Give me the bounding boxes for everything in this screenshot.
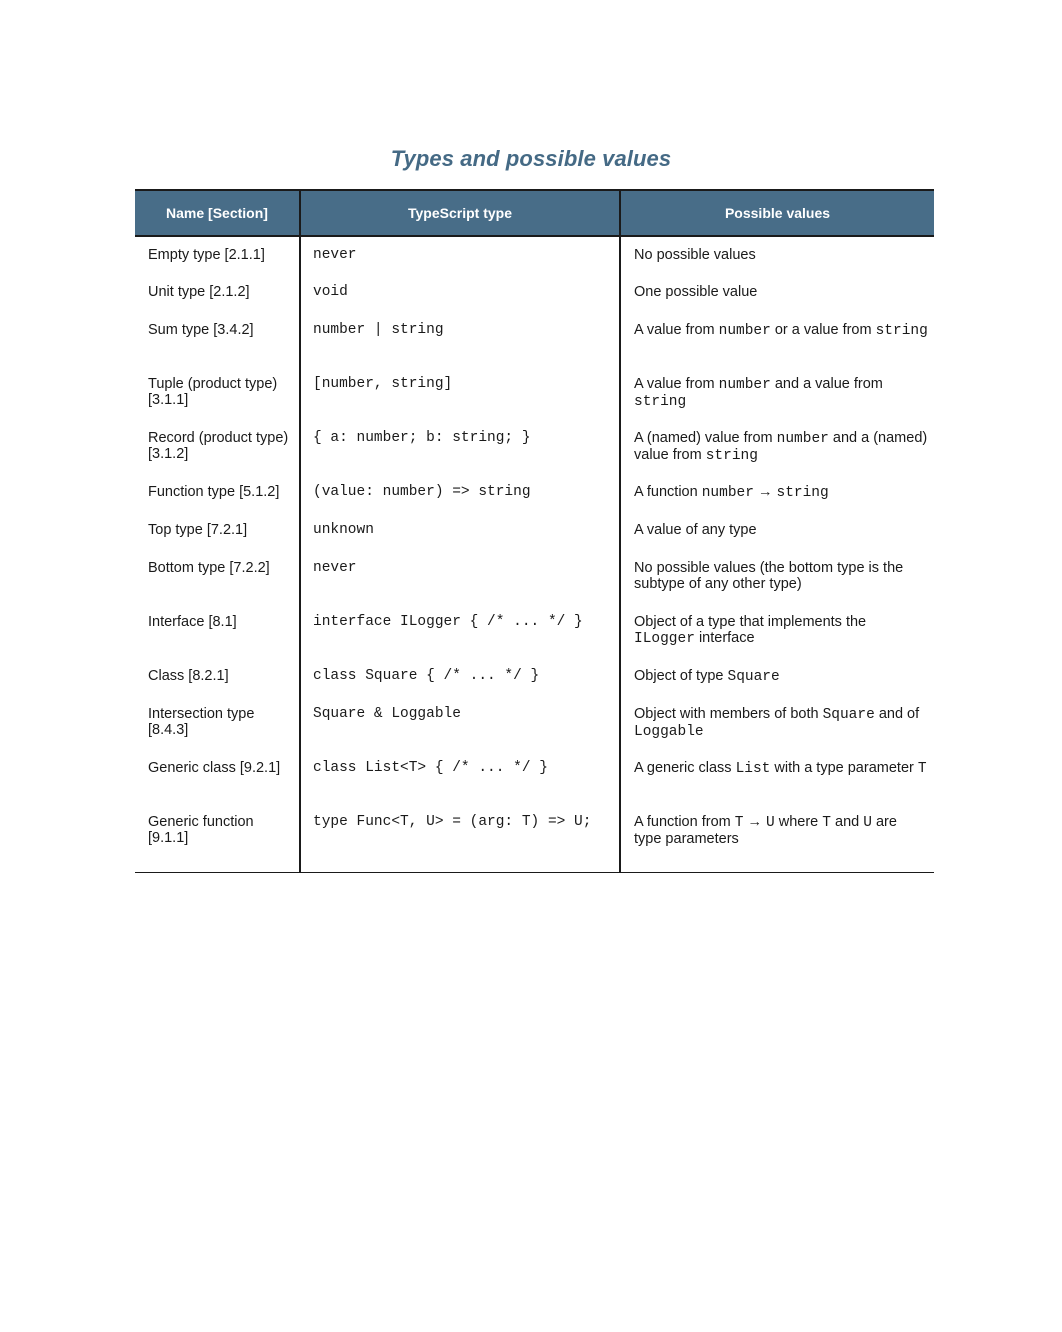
cell-typescript-type: number | string bbox=[300, 322, 620, 376]
cell-name: Top type [7.2.1] bbox=[148, 522, 248, 538]
table-row bbox=[135, 236, 934, 284]
table-row bbox=[135, 430, 934, 484]
inline-code: string bbox=[875, 323, 928, 339]
column-header-name: Name [Section] bbox=[135, 190, 300, 236]
cell-name: Generic class [9.2.1] bbox=[148, 760, 281, 776]
value-text: → bbox=[743, 814, 767, 830]
inline-code: List bbox=[735, 761, 771, 777]
cell-name: Bottom type [7.2.2] bbox=[148, 560, 270, 576]
value-text: A generic class bbox=[634, 760, 736, 776]
cell-typescript-type: { a: number; b: string; } bbox=[300, 430, 620, 484]
inline-code: U bbox=[863, 815, 872, 831]
value-text: or a value from bbox=[770, 322, 876, 338]
inline-code: T bbox=[917, 761, 927, 777]
page-title: Types and possible values bbox=[390, 146, 672, 171]
table-row bbox=[135, 560, 934, 614]
inline-code: ILogger bbox=[634, 631, 695, 647]
cell-name: Sum type [3.4.2] bbox=[148, 322, 254, 338]
table-row bbox=[135, 522, 934, 560]
value-text: Object with members of both bbox=[634, 706, 823, 722]
table-header-row bbox=[135, 190, 934, 236]
value-text: A value from bbox=[634, 322, 719, 338]
cell-typescript-type: interface ILogger { /* ... */ } bbox=[300, 614, 620, 668]
table-row bbox=[135, 376, 934, 430]
cell-possible-values bbox=[620, 484, 934, 522]
value-text: and a (named) value from bbox=[634, 430, 928, 463]
cell-possible-values bbox=[620, 760, 934, 814]
value-text: One possible value bbox=[634, 284, 758, 300]
value-text: and a value from bbox=[770, 376, 883, 392]
table-row bbox=[135, 614, 934, 668]
table-row bbox=[135, 706, 934, 760]
value-text: are type parameters bbox=[634, 814, 897, 847]
cell-name: Interface [8.1] bbox=[148, 614, 237, 630]
types-table bbox=[135, 189, 934, 873]
cell-possible-values bbox=[620, 376, 934, 430]
value-text: A value of any type bbox=[634, 522, 757, 538]
cell-possible-values bbox=[620, 614, 934, 668]
inline-code: string bbox=[776, 485, 829, 501]
cell-name: Tuple (product type) [3.1.1] bbox=[148, 376, 278, 408]
cell-typescript-type: class Square { /* ... */ } bbox=[300, 668, 620, 706]
cell-name: Function type [5.1.2] bbox=[148, 484, 280, 500]
value-text: No possible values (the bottom type is the subtype of any other type) bbox=[634, 560, 904, 592]
cell-name: Empty type [2.1.1] bbox=[148, 247, 265, 263]
table-row bbox=[135, 668, 934, 706]
cell-possible-values bbox=[620, 668, 934, 706]
column-header-typescript-type: TypeScript type bbox=[300, 190, 620, 236]
cell-typescript-type: (value: number) => string bbox=[300, 484, 620, 522]
value-text: and bbox=[830, 814, 864, 830]
table-row bbox=[135, 284, 934, 322]
value-text: A value from bbox=[634, 376, 719, 392]
cell-typescript-type: Square & Loggable bbox=[300, 706, 620, 760]
cell-possible-values bbox=[620, 560, 934, 614]
inline-code: number bbox=[701, 485, 754, 501]
cell-typescript-type: never bbox=[300, 236, 620, 284]
value-text: where bbox=[774, 814, 823, 830]
inline-code: number bbox=[718, 323, 771, 339]
column-header-possible-values: Possible values bbox=[620, 190, 934, 236]
inline-code: Loggable bbox=[634, 724, 704, 740]
value-text: No possible values bbox=[634, 247, 756, 263]
cell-possible-values bbox=[620, 322, 934, 376]
value-text: → bbox=[753, 484, 777, 500]
cell-typescript-type: void bbox=[300, 284, 620, 322]
cell-typescript-type: type Func<T, U> = (arg: T) => U; bbox=[300, 814, 620, 872]
table-row bbox=[135, 760, 934, 814]
cell-typescript-type: never bbox=[300, 560, 620, 614]
table-row bbox=[135, 814, 934, 872]
cell-typescript-type: [number, string] bbox=[300, 376, 620, 430]
value-text: and of bbox=[874, 706, 920, 722]
cell-possible-values bbox=[620, 814, 934, 872]
value-text: with a type parameter bbox=[770, 760, 918, 776]
inline-code: number bbox=[776, 431, 829, 447]
cell-possible-values bbox=[620, 706, 934, 760]
inline-code: T bbox=[822, 815, 831, 831]
value-text: Object of a type that implements the bbox=[634, 614, 867, 630]
inline-code: string bbox=[705, 448, 758, 464]
cell-possible-values bbox=[620, 236, 934, 284]
cell-typescript-type: class List<T> { /* ... */ } bbox=[300, 760, 620, 814]
cell-possible-values bbox=[620, 430, 934, 484]
value-text: A function bbox=[634, 484, 702, 500]
value-text: Object of type bbox=[634, 668, 728, 684]
table-row bbox=[135, 484, 934, 522]
cell-possible-values bbox=[620, 522, 934, 560]
inline-code: U bbox=[766, 815, 775, 831]
inline-code: number bbox=[718, 377, 771, 393]
cell-name: Record (product type) [3.1.2] bbox=[148, 430, 289, 462]
inline-code: string bbox=[634, 394, 687, 410]
inline-code: Square bbox=[822, 707, 875, 723]
value-text: A function from bbox=[634, 814, 735, 830]
inline-code: T bbox=[734, 815, 744, 831]
cell-possible-values bbox=[620, 284, 934, 322]
cell-name: Generic function [9.1.1] bbox=[135, 814, 300, 872]
value-text: A (named) value from bbox=[634, 430, 777, 446]
cell-name: Unit type [2.1.2] bbox=[148, 284, 250, 300]
value-text: interface bbox=[694, 630, 755, 646]
cell-name: Class [8.2.1] bbox=[148, 668, 229, 684]
cell-name: Intersection type [8.4.3] bbox=[148, 706, 255, 738]
inline-code: Square bbox=[727, 669, 780, 685]
table-row bbox=[135, 322, 934, 376]
table-body bbox=[135, 236, 934, 872]
cell-typescript-type: unknown bbox=[300, 522, 620, 560]
